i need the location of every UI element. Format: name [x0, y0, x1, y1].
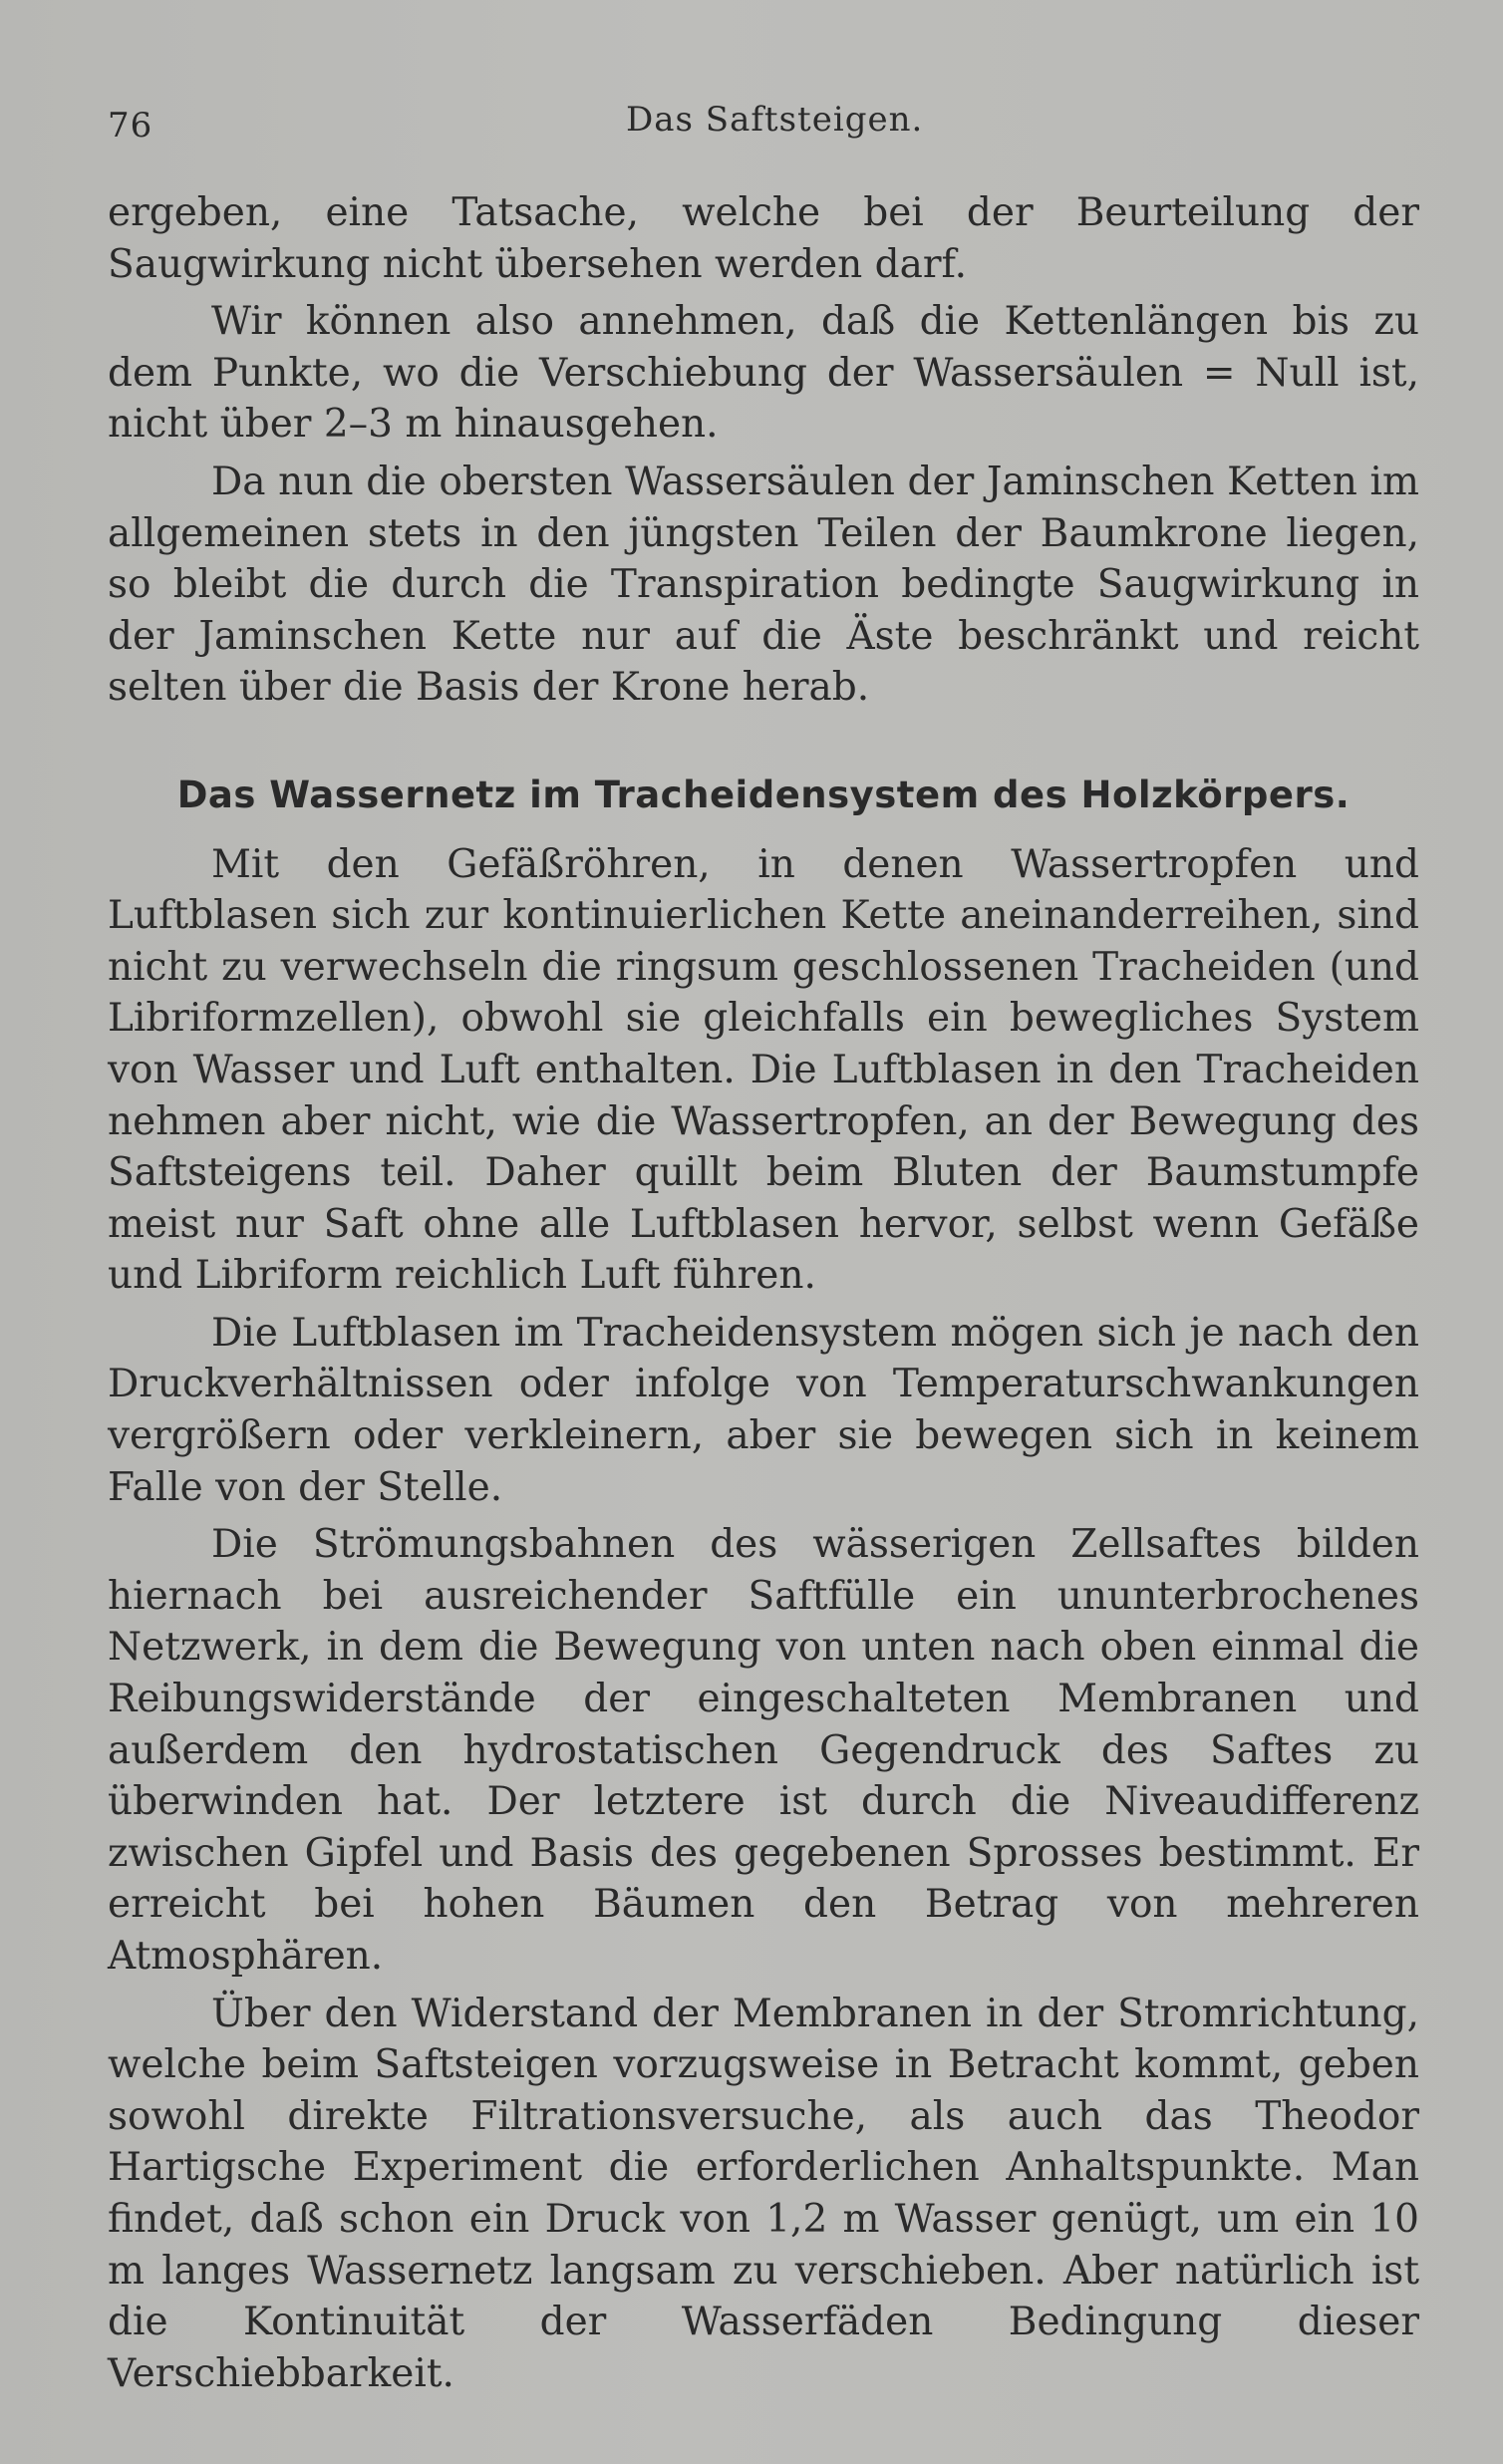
paragraph: Wir können also annehmen, daß die Kettenlängen bis zu dem Punkte, wo die Verschiebung der Wassersäulen = Null ist, nicht über 2–3 m hinausgehen. [108, 299, 1419, 448]
running-title: Das Saftsteigen. [626, 100, 924, 140]
paragraph: Die Luftblasen im Tracheidensystem mögen sich je nach den Druckverhältnissen oder infolge von Temperaturschwankungen vergrößern oder verkleinern, aber sie bewegen sich in keinem Falle von der Stelle. [108, 1310, 1419, 1510]
paragraph: Über den Widerstand der Membranen in der Stromrichtung, welche beim Saftsteigen vorzugsweise in Betracht kommt, geben sowohl direkte Filtrationsversuche, als auch das Theodor Hartigsche Experiment die erforderlichen Anhaltspunkte. Man findet, daß schon ein Druck von 1,2 m Wasser genügt, um ein 10 m langes Wassernetz langsam zu verschieben. Aber natürlich ist die Kontinuität der Wasserfäden Bedingung dieser Verschiebbarkeit. [108, 1991, 1419, 2396]
body-text [108, 187, 1419, 2399]
paragraph-continued: ergeben, eine Tatsache, welche bei der Beurteilung der Saugwirkung nicht übersehen werden darf. [108, 190, 1419, 287]
paragraph: Mit den Gefäßröhren, in denen Wassertropfen und Luftblasen sich zur kontinuierlichen Kette aneinanderreihen, sind nicht zu verwechseln die ringsum geschlossenen Tracheiden (und Libriformzellen), obwohl sie gleichfalls ein bewegliches System von Wasser und Luft enthalten. Die Luftblasen in den Tracheiden nehmen aber nicht, wie die Wassertropfen, an der Bewegung des Saftsteigens teil. Daher quillt beim Bluten der Baumstumpfe meist nur Saft ohne alle Luftblasen hervor, selbst wenn Gefäße und Libriform reichlich Luft führen. [108, 841, 1419, 1299]
running-head [108, 100, 1419, 150]
paragraph: Die Strömungsbahnen des wässerigen Zellsaftes bilden hiernach bei ausreichender Saftfülle ein ununterbrochenes Netzwerk, in dem die Bewegung von unten nach oben einmal die Reibungswiderstände der eingeschalteten Membranen und außerdem den hydrostatischen Gegendruck des Saftes zu überwinden hat. Der letztere ist durch die Niveaudifferenz zwischen Gipfel und Basis des gegebenen Sprosses bestimmt. Er erreicht bei hohen Bäumen den Betrag von mehreren Atmosphären. [108, 1522, 1419, 1979]
paragraph: Da nun die obersten Wassersäulen der Jaminschen Ketten im allgemeinen stets in den jüngsten Teilen der Baumkrone liegen, so bleibt die durch die Transpiration bedingte Saugwirkung in der Jaminschen Kette nur auf die Äste beschränkt und reicht selten über die Basis der Krone herab. [108, 459, 1419, 711]
page-number: 76 [108, 106, 153, 146]
section-heading: Das Wassernetz im Tracheidensystem des Holzkörpers. [176, 772, 1351, 816]
